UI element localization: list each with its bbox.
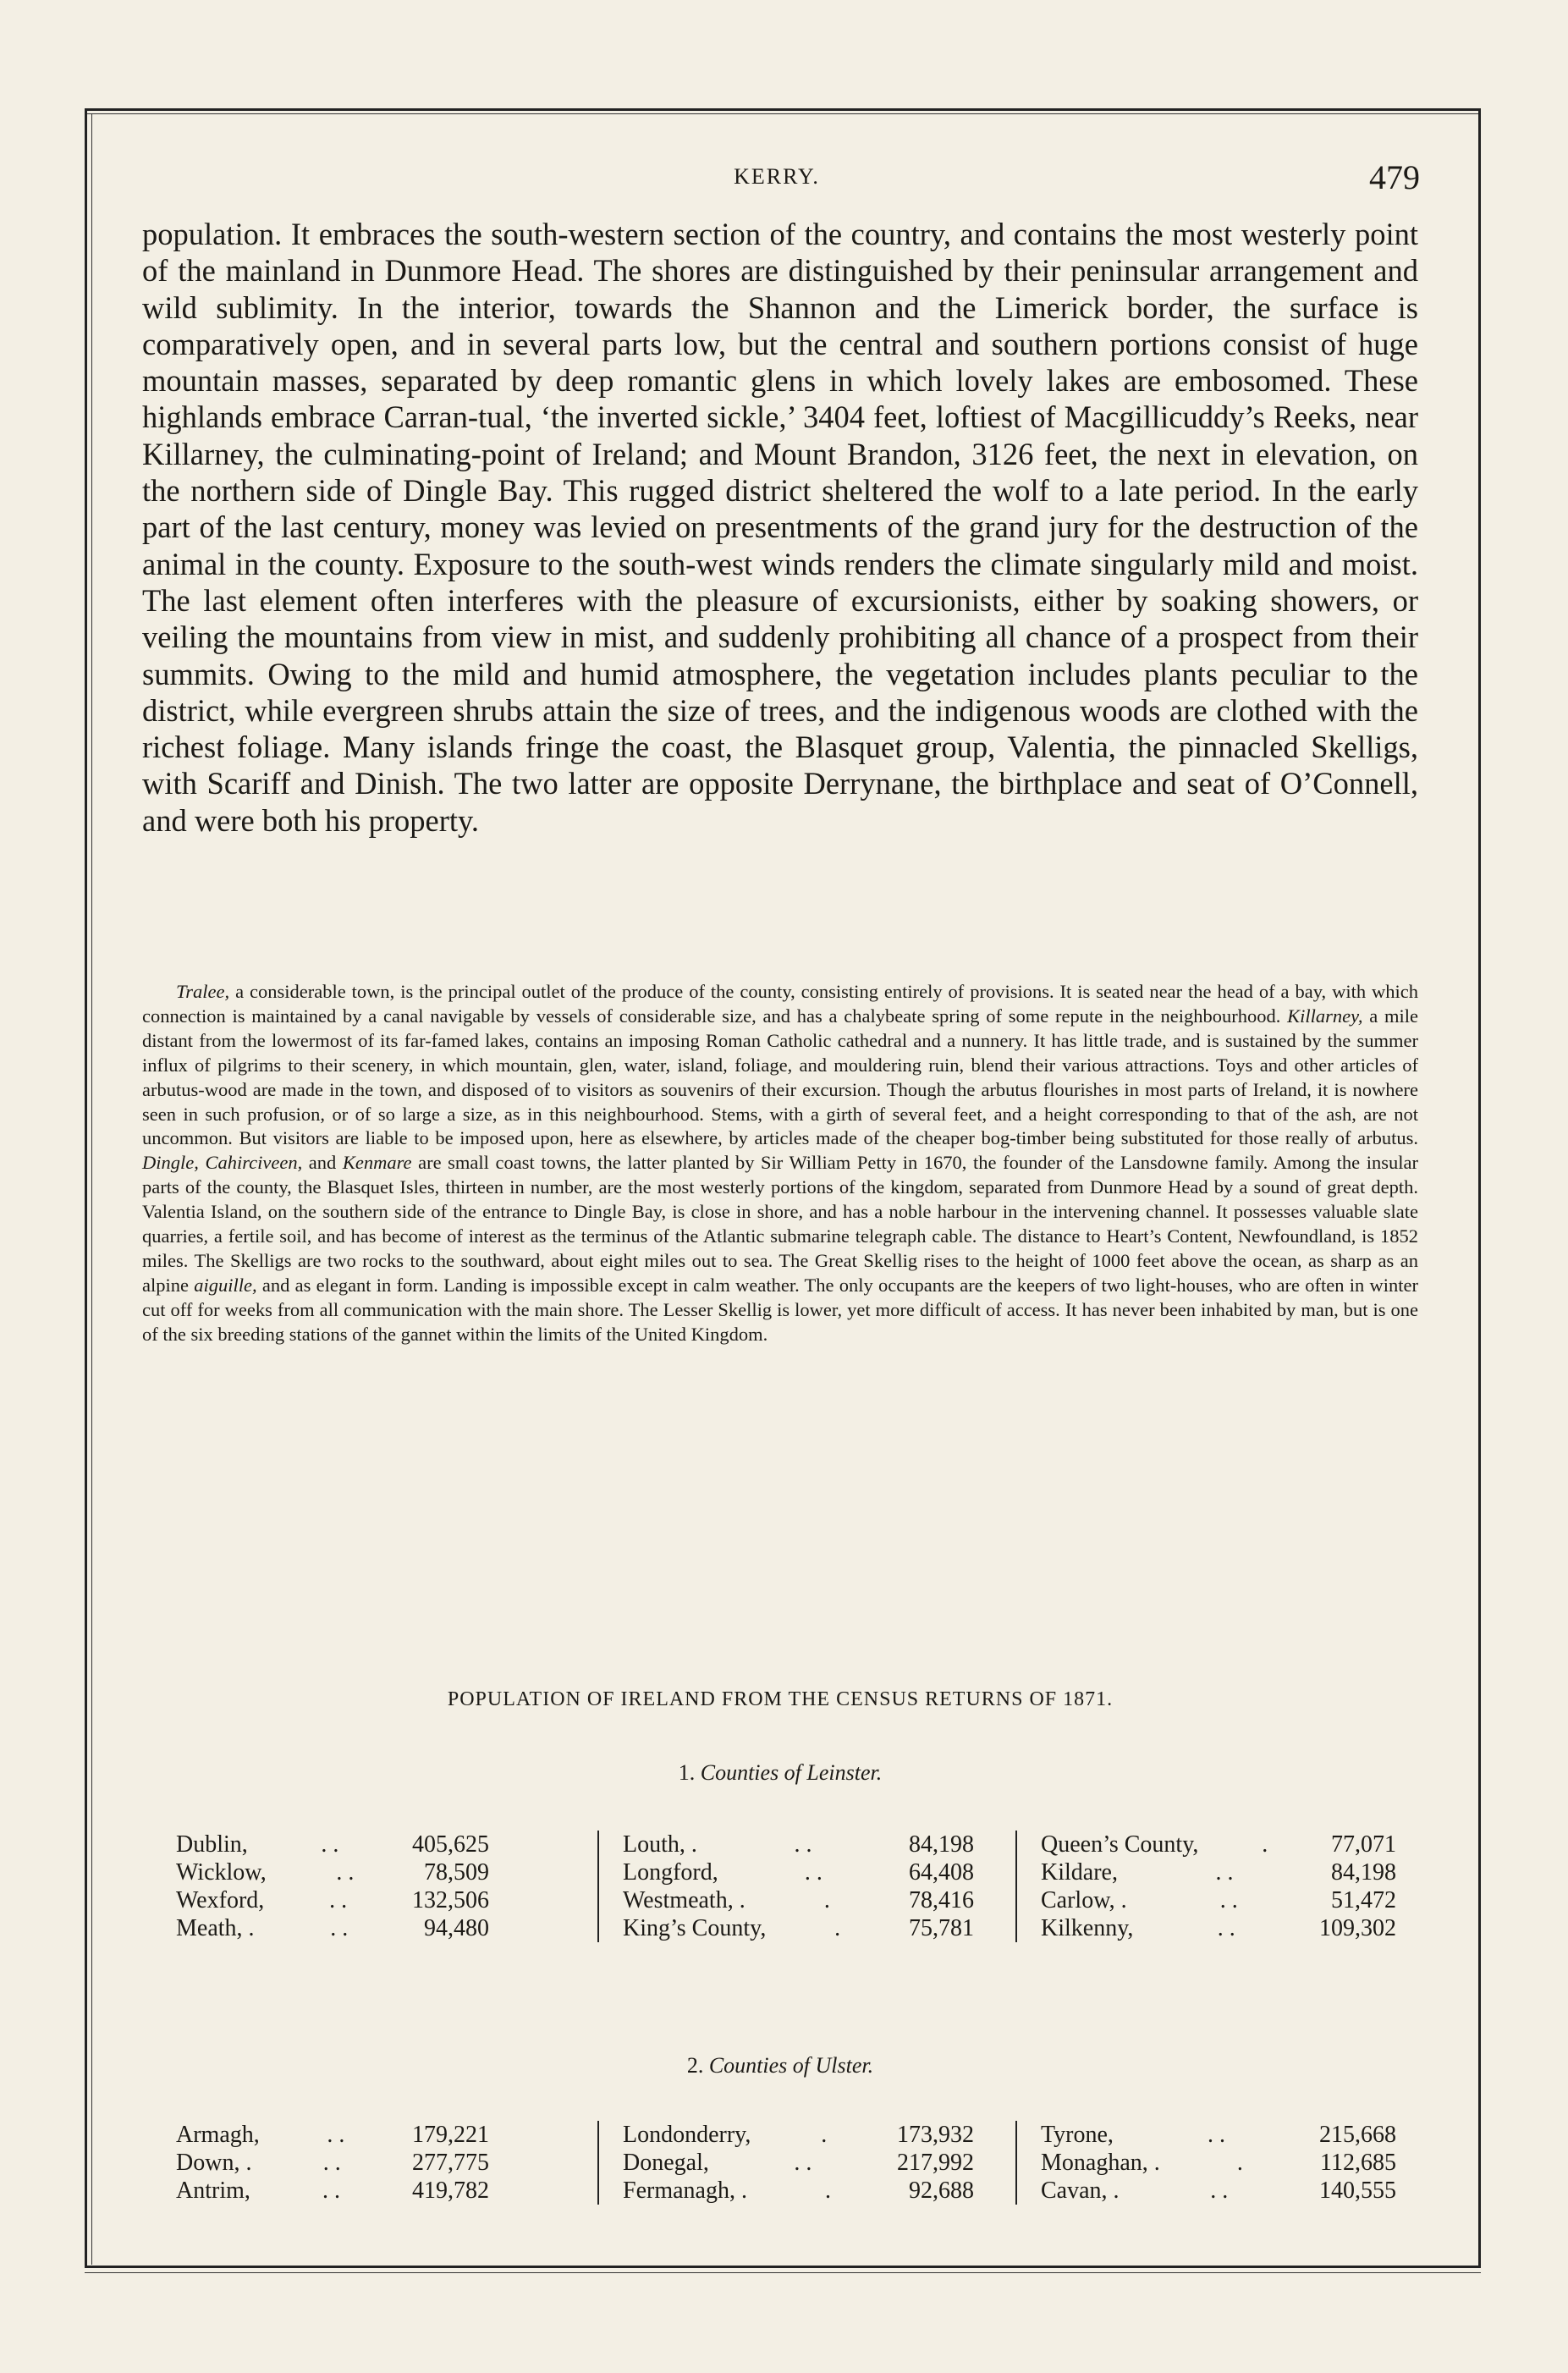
- county-row: [1041, 1858, 1396, 1886]
- county-name: Wicklow,: [176, 1859, 267, 1886]
- county-row: [1041, 1886, 1396, 1914]
- county-population: 112,685: [1320, 2150, 1396, 2176]
- towns-text-3: and: [302, 1152, 343, 1174]
- county-population: 84,198: [1331, 1859, 1396, 1886]
- page-frame-left-inner-rule: [91, 113, 92, 2265]
- page-frame-right-rule: [1478, 108, 1481, 2268]
- county-row: [623, 2149, 974, 2177]
- leinster-column-3: [1015, 1831, 1439, 1942]
- county-row: [176, 2121, 489, 2149]
- county-population: 132,506: [411, 1887, 489, 1913]
- county-name: Antrim,: [176, 2178, 250, 2204]
- leinster-name: Counties of Leinster.: [700, 1760, 883, 1785]
- leader-dots: . .: [1210, 2178, 1229, 2204]
- kenmare-label: Kenmare: [342, 1152, 412, 1174]
- leader-dots: . .: [794, 1831, 812, 1858]
- county-name: Donegal,: [623, 2150, 709, 2176]
- county-row: [623, 1914, 974, 1942]
- page-frame-top-inner-rule: [85, 113, 1481, 114]
- leader-dots: . .: [330, 1915, 349, 1941]
- coast-towns-label: Dingle, Cahirciveen,: [142, 1152, 303, 1174]
- county-name: Meath, .: [176, 1915, 255, 1941]
- county-row: [176, 1831, 489, 1858]
- leader-dots: .: [821, 2122, 828, 2148]
- county-row: [623, 1858, 974, 1886]
- leader-dots: .: [824, 2178, 831, 2204]
- county-row: [176, 2149, 489, 2177]
- leinster-subheading: [142, 1760, 1418, 1786]
- county-row: [623, 2121, 974, 2149]
- page-frame-bottom-rule: [85, 2266, 1481, 2268]
- main-paragraph: population. It embraces the south-western section of the country, and contains the most westerly point of the mainland in Dunmore Head. The shores are distinguished by their peninsular arrangement and wild sublimity. In the interior, towards the Shannon and the Limerick border, the surface is comparatively open, and in several parts low, but the central and southern portions consist of huge mountain masses, separated by deep romantic glens in which lovely lakes are embosomed. These highlands embrace Carran-tual, ‘the inverted sickle,’ 3404 feet, loftiest of Macgillicuddy’s Reeks, near Killarney, the culminating-point of Ireland; and Mount Brandon, 3126 feet, the next in elevation, on the northern side of Dingle Bay. This rugged district sheltered the wolf to a late period. In the early part of the last century, money was levied on presentments of the grand jury for the destruction of the animal in the county. Exposure to the south-west winds renders the climate singularly mild and moist. The last element often interferes with the pleasure of excursionists, either by soaking showers, or veiling the mountains from view in mist, and suddenly prohibiting all chance of a prospect from their summits. Owing to the mild and humid atmosphere, the vegetation includes plants peculiar to the district, while evergreen shrubs attain the size of trees, and the indigenous woods are clothed with the richest foliage. Many islands fringe the coast, the Blasquet group, Valentia, the pinnacled Skelligs, with Scariff and Dinish. The two latter are opposite Derrynane, the birthplace and seat of O’Connell, and were both his property.: [142, 217, 1418, 838]
- county-name: Louth, .: [623, 1831, 697, 1858]
- county-population: 173,932: [897, 2122, 974, 2148]
- county-name: Cavan, .: [1041, 2178, 1120, 2204]
- ulster-column-2: [597, 2121, 1029, 2205]
- leinster-number: 1.: [678, 1760, 696, 1785]
- towns-text-5: and as elegant in form. Landing is impossible except in calm weather. The only occupants are the keepers of two light-houses, who are often in winter cut off for weeks from all communication with the main shore. The Lesser Skellig is lower, yet more difficult of access. It has never been inhabited by man, but is one of the six breeding stations of the gannet within the limits of the United Kingdom.: [142, 1274, 1418, 1345]
- towns-text-2: a mile distant from the lowermost of its far-famed lakes, contains an imposing Roman Catholic cathedral and a nunnery. It has little trade, and is sustained by the summer influx of pilgrims to their scenery, in which mountain, glen, water, island, foliage, and mouldering ruin, blend their various attractions. Toys and other articles of arbutus-wood are made in the town, and disposed of to visitors as souvenirs of their excursion. Though the arbutus flourishes in most parts of Ireland, it is nowhere seen in such profusion, or of so large a size, as in this neighbourhood. Stems, with a girth of several feet, and a height corresponding to that of the ash, are not uncommon. But visitors are liable to be imposed upon, here as elsewhere, by articles made of the cheaper bog-timber being substituted for those really of arbutus.: [142, 1005, 1418, 1149]
- ulster-column-3: [1015, 2121, 1439, 2205]
- county-name: Carlow, .: [1041, 1887, 1127, 1913]
- county-name: Dublin,: [176, 1831, 248, 1858]
- county-population: 140,555: [1319, 2178, 1396, 2204]
- county-population: 64,408: [908, 1859, 974, 1886]
- leader-dots: . .: [804, 1859, 823, 1886]
- county-row: [1041, 1831, 1396, 1858]
- towns-paragraph: [142, 980, 1418, 1347]
- leader-dots: . .: [1207, 2122, 1225, 2148]
- ulster-number: 2.: [686, 2053, 704, 2078]
- page-frame-bottom-inner-rule: [85, 2272, 1481, 2273]
- county-row: [1041, 2121, 1396, 2149]
- ulster-name: Counties of Ulster.: [708, 2053, 874, 2078]
- page-frame-left-rule: [85, 108, 87, 2268]
- county-name: Armagh,: [176, 2122, 260, 2148]
- county-row: [176, 2177, 489, 2205]
- county-row: [623, 2177, 974, 2205]
- leader-dots: . .: [321, 1831, 339, 1858]
- ulster-column-1: [176, 2121, 641, 2205]
- county-row: [176, 1914, 489, 1942]
- leader-dots: . .: [1219, 1887, 1238, 1913]
- county-name: Kildare,: [1041, 1859, 1118, 1886]
- tralee-label: Tralee,: [176, 981, 230, 1002]
- leinster-column-1: [176, 1831, 641, 1942]
- towns-text-4: are small coast towns, the latter planted by Sir William Petty in 1670, the founder of the Lansdowne family. Among the insular parts of the county, the Blasquet Isles, thirteen in number, are the most westerly portions of the kingdom, separated from Dunmore Head by a sound of great depth. Valentia Island, on the southern side of the entrance to Dingle Bay, is close in shore, and has a noble harbour in the intervening channel. It possesses valuable slate quarries, a fertile soil, and has become of interest as the terminus of the Atlantic submarine telegraph cable. The distance to Heart’s Content, Newfoundland, is 1852 miles. The Skelligs are two rocks to the southward, about eight miles out to sea. The Great Skellig rises to the height of 1000 feet above the ocean, as sharp as an alpine: [142, 1152, 1418, 1296]
- county-population: 78,509: [423, 1859, 489, 1886]
- county-row: [623, 1831, 974, 1858]
- county-name: King’s County,: [623, 1915, 767, 1941]
- leader-dots: .: [1236, 2150, 1243, 2176]
- killarney-label: Killarney,: [1287, 1005, 1363, 1027]
- leader-dots: . .: [327, 2122, 345, 2148]
- county-row: [1041, 2149, 1396, 2177]
- county-population: 51,472: [1330, 1887, 1396, 1913]
- county-name: Fermanagh, .: [623, 2178, 747, 2204]
- county-name: Longford,: [623, 1859, 718, 1886]
- leader-dots: .: [1262, 1831, 1268, 1858]
- county-population: 78,416: [908, 1887, 974, 1913]
- ulster-subheading: [142, 2053, 1418, 2078]
- county-name: Monaghan, .: [1041, 2150, 1160, 2176]
- county-population: 75,781: [909, 1915, 974, 1941]
- page-header: [142, 157, 1420, 208]
- leader-dots: . .: [1215, 1859, 1234, 1886]
- county-row: [176, 1886, 489, 1914]
- population-table-heading: POPULATION OF IRELAND FROM THE CENSUS RETURNS OF 1871.: [447, 1688, 1114, 1710]
- page-number: 479: [1369, 158, 1420, 196]
- county-row: [1041, 1914, 1396, 1942]
- page-frame-top-rule: [85, 108, 1481, 111]
- county-population: 179,221: [411, 2122, 489, 2148]
- county-population: 405,625: [412, 1831, 489, 1858]
- county-population: 277,775: [411, 2150, 489, 2176]
- county-name: Wexford,: [176, 1887, 265, 1913]
- main-text: [142, 216, 1418, 839]
- county-population: 215,668: [1319, 2122, 1396, 2148]
- county-row: [1041, 2177, 1396, 2205]
- county-name: Londonderry,: [623, 2122, 751, 2148]
- leader-dots: .: [834, 1915, 841, 1941]
- leader-dots: . .: [1217, 1915, 1235, 1941]
- towns-note: [142, 980, 1418, 1347]
- leader-dots: . .: [336, 1859, 355, 1886]
- aiguille-label: aiguille,: [194, 1274, 257, 1296]
- county-name: Down, .: [176, 2150, 252, 2176]
- county-name: Queen’s County,: [1041, 1831, 1199, 1858]
- county-population: 94,480: [424, 1915, 489, 1941]
- leinster-column-2: [597, 1831, 1029, 1942]
- county-row: [623, 1886, 974, 1914]
- county-population: 77,071: [1330, 1831, 1396, 1858]
- towns-text-1: a considerable town, is the principal outlet of the produce of the county, consisting entirely of provisions. It is seated near the head of a bay, with which connection is maintained by a canal navigable by vessels of considerable size, and has a chalybeate spring of some repute in the neighbourhood.: [142, 981, 1418, 1027]
- county-population: 217,992: [896, 2150, 974, 2176]
- leader-dots: . .: [322, 2178, 340, 2204]
- county-row: [176, 1858, 489, 1886]
- county-population: 419,782: [411, 2178, 489, 2204]
- county-population: 92,688: [909, 2178, 974, 2204]
- county-population: 109,302: [1318, 1915, 1396, 1941]
- leader-dots: .: [823, 1887, 830, 1913]
- running-head: KERRY.: [734, 164, 820, 189]
- leader-dots: . .: [322, 2150, 341, 2176]
- leader-dots: . .: [329, 1887, 348, 1913]
- county-name: Kilkenny,: [1041, 1915, 1134, 1941]
- county-name: Tyrone,: [1041, 2122, 1114, 2148]
- county-population: 84,198: [908, 1831, 974, 1858]
- county-name: Westmeath, .: [623, 1887, 745, 1913]
- leader-dots: . .: [794, 2150, 812, 2176]
